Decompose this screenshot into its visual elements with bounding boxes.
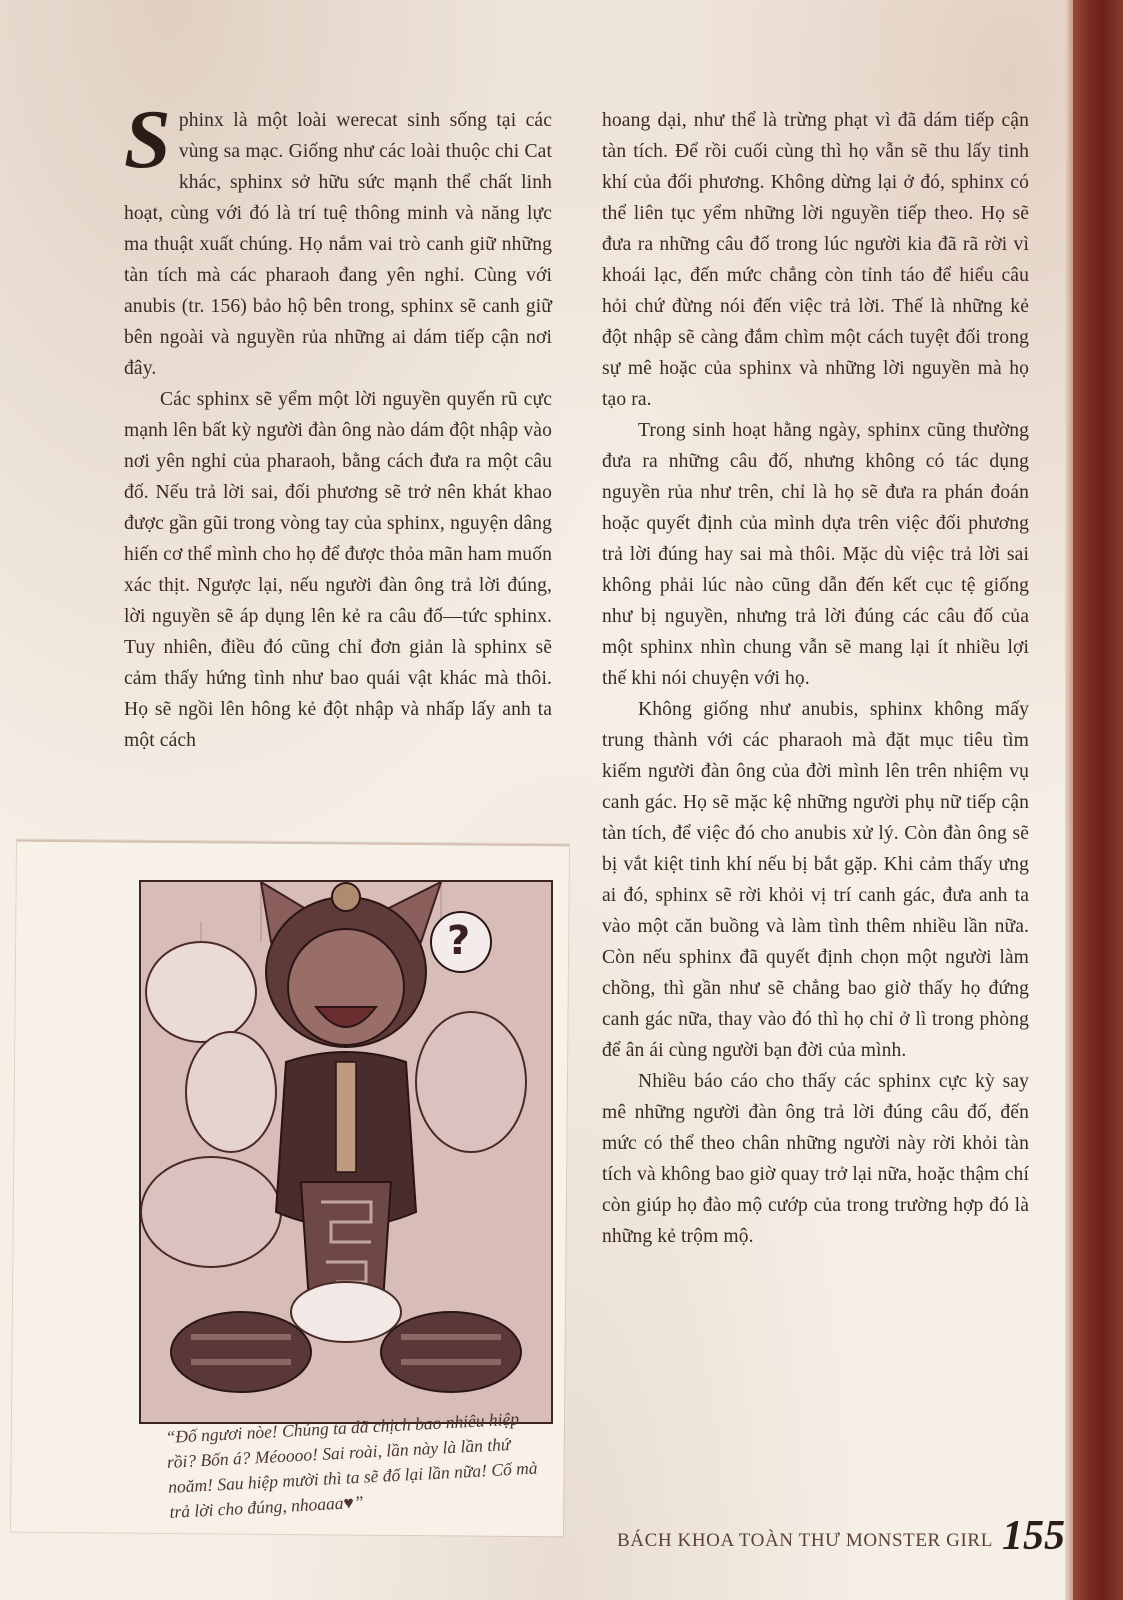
speech-bubble-question-mark: ?	[447, 918, 471, 964]
paragraph: Nhiều báo cáo cho thấy các sphinx cực kỳ say mê những người đàn ông trả lời đúng câu đố, đến mức có thể theo chân những người này rời khỏi tàn tích và không bao giờ quay trở lại nữa, hoặc thậm chí còn giúp họ đào mộ cướp của trong trường hợp đó là những kẻ trộm mộ.	[602, 1071, 1029, 1247]
paragraph: hoang dại, như thể là trừng phạt vì đã dám tiếp cận tàn tích. Để rồi cuối cùng thì họ vẫn sẽ thu lấy tinh khí của đối phương. Không dừng lại ở đó, sphinx có thể liên tục yểm những lời nguyền tiếp theo. Họ sẽ đưa ra những câu đố trong lúc người kia đã rã rời vì khoái lạc, đến mức chẳng còn tỉnh táo để hiểu câu hỏi chứ đừng nói đến việc trả lời. Thế là những kẻ đột nhập sẽ càng đắm chìm một cách tuyệt đối trong sự mê hoặc của sphinx và những lời nguyền mà họ tạo ra.	[602, 110, 1029, 410]
book-title-footer: BÁCH KHOA TOÀN THƯ MONSTER GIRL	[617, 1530, 993, 1551]
sphinx-illustration-drawing	[141, 882, 551, 1422]
paragraph: Trong sinh hoạt hằng ngày, sphinx cũng thường đưa ra những câu đố, nhưng không có tác dụng nguyền rủa như trên, chỉ là họ sẽ đưa ra phán đoán hoặc quyết định của mình dựa trên việc đối phương trả lời đúng hay sai mà thôi. Mặc dù việc trả lời sai không phải lúc nào cũng dẫn đến kết cục tệ giống như bị nguyền, nhưng trả lời đúng các câu đố của một sphinx nhìn chung vẫn sẽ mang lại ít nhiều lợi thế khi nói chuyện với họ.	[602, 420, 1029, 689]
paragraph-text: phinx là một loài werecat sinh sống tại các vùng sa mạc. Giống như các loài thuộc chi Cat khác, sphinx sở hữu sức mạnh thể chất linh hoạt, cùng với đó là trí tuệ thông minh và năng lực ma thuật xuất chúng. Họ nắm vai trò canh giữ những tàn tích mà các pharaoh đang yên nghỉ. Cùng với anubis (tr. 156) bảo hộ bên trong, sphinx sẽ canh giữ bên ngoài và nguyền rủa những ai dám tiếp cận nơi đây.	[124, 110, 552, 379]
paragraph: Không giống như anubis, sphinx không mấy trung thành với các pharaoh mà đặt mục tiêu tìm kiếm người đàn ông của đời mình lên trên nhiệm vụ canh gác. Họ sẽ mặc kệ những người phụ nữ tiếp cận tàn tích, để việc đó cho anubis xử lý. Còn đàn ông sẽ bị vắt kiệt tinh khí nếu bị bắt gặp. Khi cảm thấy ưng ai đó, sphinx sẽ rời khỏi vị trí canh gác, đưa anh ta vào một căn buồng và làm tình thêm nhiều lần nữa. Còn nếu sphinx đã quyết định chọn một người làm chồng, thì gần như sẽ chẳng bao giờ thấy họ đứng canh gác nữa, thay vào đó thì họ chỉ ở lì trong phòng để ân ái cùng người bạn đời của mình.	[602, 699, 1029, 1061]
book-spine	[1073, 0, 1123, 1600]
page-number: 155	[1002, 1513, 1065, 1559]
drop-cap: S	[124, 93, 171, 186]
illustration-caption: “Đố ngươi nòe! Chúng ta đã chịch bao nhiêu hiệp rồi? Bốn á? Méoooo! Sai roài, lần này là lần thứ noăm! Sau hiệp mười thì ta sẽ đố lại lần nữa! Cố mà trả lời cho đúng, nhoaaa♥”	[165, 1408, 538, 1522]
paragraph: Các sphinx sẽ yểm một lời nguyền quyến rũ cực mạnh lên bất kỳ người đàn ông nào dám đột nhập vào nơi yên nghỉ của pharaoh, bằng cách đưa ra một câu đố. Nếu trả lời sai, đối phương sẽ trở nên khát khao được gần gũi trong vòng tay của sphinx, nguyện dâng hiến cơ thể mình cho họ để được thỏa mãn ham muốn xác thịt. Ngược lại, nếu người đàn ông trả lời đúng, lời nguyền sẽ áp dụng lên kẻ ra câu đố—tức sphinx. Tuy nhiên, điều đó cũng chỉ đơn giản là sphinx sẽ cảm thấy hứng tình như bao quái vật khác mà thôi. Họ sẽ ngồi lên hông kẻ đột nhập và nhấp lấy anh ta một cách	[124, 389, 552, 751]
book-spine-edge	[1065, 0, 1073, 1600]
right-text-column	[602, 105, 1029, 1252]
sphinx-illustration	[139, 880, 553, 1424]
paragraph	[124, 93, 552, 384]
left-text-column	[124, 93, 552, 756]
